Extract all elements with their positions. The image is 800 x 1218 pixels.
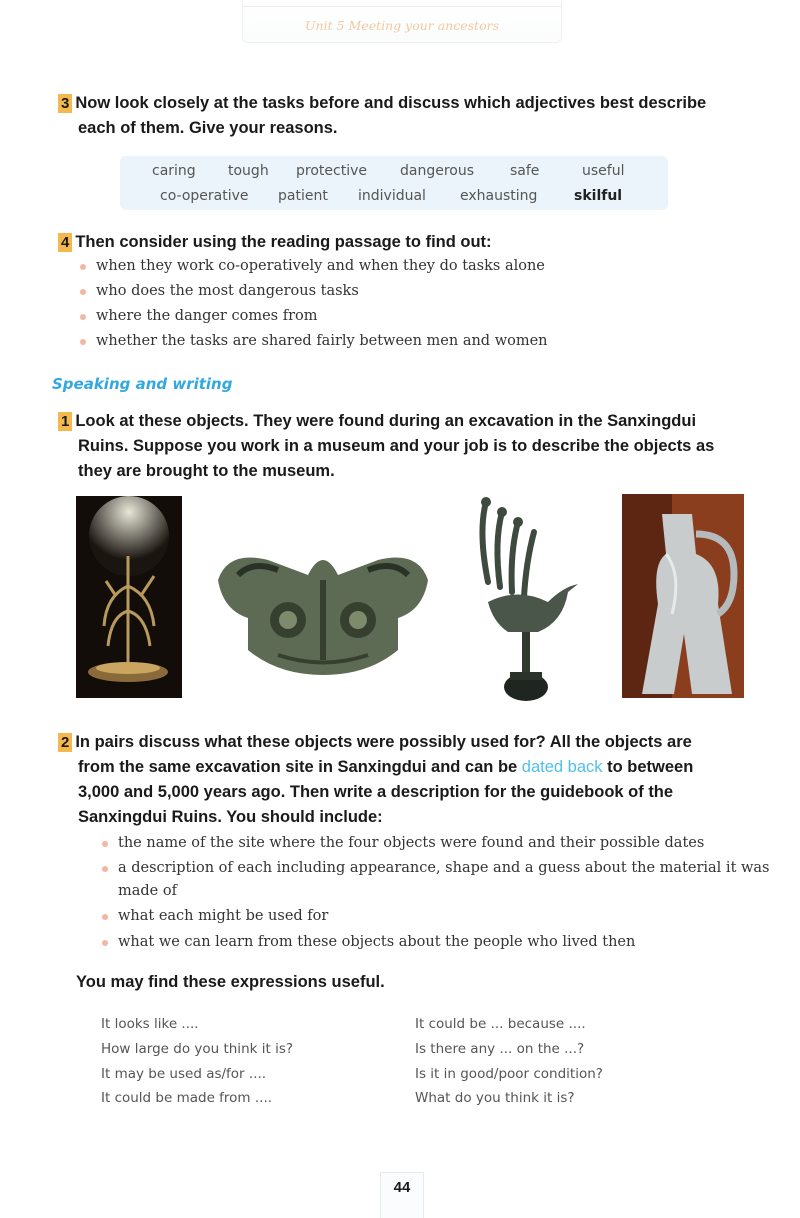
bullet-dot <box>80 289 86 295</box>
sw2-line-1: In pairs discuss what these objects were possibly used for? All the objects are <box>75 733 692 751</box>
sw1-line-3: they are brought to the museum. <box>78 462 335 480</box>
task-number: 4 <box>58 233 72 252</box>
adjective: protective <box>296 163 367 179</box>
sw1-line-1: Look at these objects. They were found during an excavation in the Sanxingdui <box>75 412 697 430</box>
task-3-line-2: each of them. Give your reasons. <box>78 119 338 137</box>
adjective: safe <box>510 163 540 179</box>
dated-back-link[interactable]: dated back <box>521 758 603 776</box>
adjective-box <box>120 156 668 210</box>
bullet-dot <box>102 866 108 872</box>
speaking-task-2 <box>58 730 758 830</box>
bullet-dot <box>80 264 86 270</box>
task-number: 3 <box>58 94 72 113</box>
unit-header <box>242 0 562 43</box>
sw2-line-3: 3,000 and 5,000 years ago. Then write a description for the guidebook of the <box>78 783 674 801</box>
unit-title: Unit 5 Meeting your ancestors <box>305 18 499 33</box>
expression: What do you think it is? <box>415 1090 575 1106</box>
section-title: Speaking and writing <box>52 375 233 393</box>
task-3-line-1: Now look closely at the tasks before and discuss which adjectives best describe <box>75 94 707 112</box>
task-4 <box>58 230 758 255</box>
sw2-line-2-start: from the same excavation site in Sanxingdui and can be <box>78 758 522 776</box>
speaking-task-1 <box>58 409 758 484</box>
adjective: patient <box>278 188 328 204</box>
bronze-bird-image <box>468 492 586 704</box>
bullet-item: a description of each including appearance, shape and a guess about the material it was <box>118 860 770 876</box>
expressions-title: You may find these expressions useful. <box>76 973 385 991</box>
bullet-item: what we can learn from these objects about the people who lived then <box>118 934 636 950</box>
bullet-item: what each might be used for <box>118 908 329 924</box>
header-rule <box>243 6 561 7</box>
page-number: 44 <box>393 1179 411 1196</box>
adjective: exhausting <box>460 188 538 204</box>
task-number: 1 <box>58 412 72 431</box>
bullet-dot <box>80 339 86 345</box>
bullet-dot <box>102 940 108 946</box>
task-3 <box>58 91 758 141</box>
expression: How large do you think it is? <box>101 1041 294 1057</box>
adjective: skilful <box>574 188 623 204</box>
expression: It could be made from .... <box>101 1090 273 1106</box>
adjective: caring <box>152 163 196 179</box>
expression: It could be ... because .... <box>415 1016 586 1032</box>
bronze-mask-image <box>208 540 438 678</box>
adjective: useful <box>582 163 625 179</box>
page-number-tab <box>380 1172 424 1218</box>
adjective: individual <box>358 188 426 204</box>
adjective: co-operative <box>160 188 249 204</box>
sw1-line-2: Ruins. Suppose you work in a museum and your job is to describe the objects as <box>78 437 715 455</box>
bronze-jar-image <box>622 494 744 698</box>
bullet-item: when they work co-operatively and when they do tasks alone <box>96 258 545 274</box>
bullet-item-continued: made of <box>118 883 177 899</box>
sw2-line-2-end: to between <box>602 758 694 776</box>
bullet-item: the name of the site where the four objects were found and their possible dates <box>118 835 705 851</box>
bullet-dot <box>80 314 86 320</box>
expression: It looks like .... <box>101 1016 199 1032</box>
bullet-item: whether the tasks are shared fairly between men and women <box>96 333 548 349</box>
bullet-dot <box>102 841 108 847</box>
sw2-line-4: Sanxingdui Ruins. You should include: <box>78 808 383 826</box>
expression: Is it in good/poor condition? <box>415 1066 603 1082</box>
task-4-title: Then consider using the reading passage to find out: <box>75 233 492 251</box>
bullet-item: who does the most dangerous tasks <box>96 283 359 299</box>
adjective: tough <box>228 163 269 179</box>
expression: It may be used as/for .... <box>101 1066 267 1082</box>
bullet-dot <box>102 914 108 920</box>
bullet-item: where the danger comes from <box>96 308 318 324</box>
bronze-tree-image <box>76 496 182 698</box>
expression: Is there any ... on the ...? <box>415 1041 585 1057</box>
task-number: 2 <box>58 733 72 752</box>
sw2-line-2 <box>58 755 758 780</box>
adjective: dangerous <box>400 163 475 179</box>
